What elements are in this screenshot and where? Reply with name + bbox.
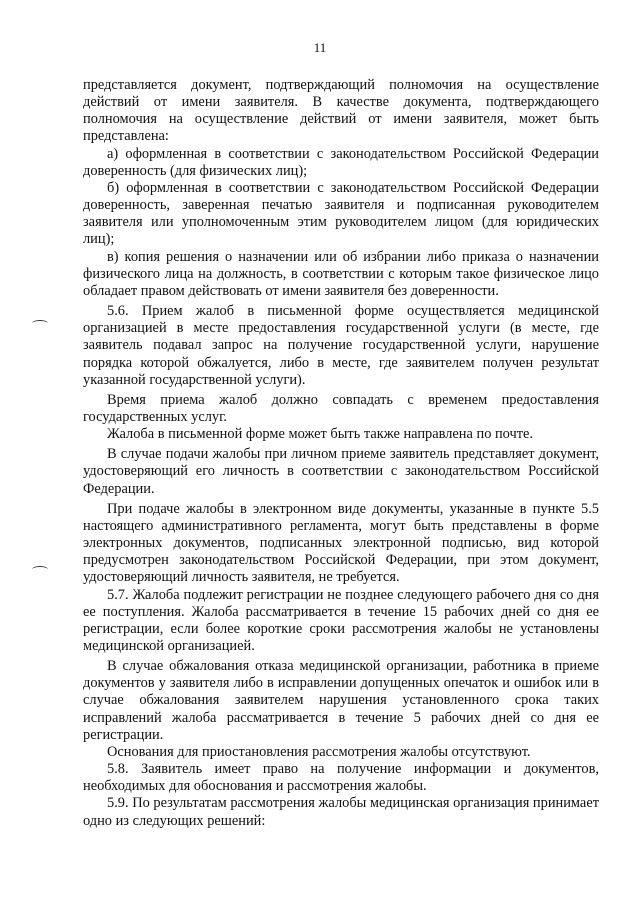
paragraph-5-8: 5.8. Заявитель имеет право на получение информации и документов, необходимых для обоснования и рассмотрения жалобы. xyxy=(83,761,599,795)
margin-mark-top xyxy=(32,320,48,327)
paragraph-item-b: б) оформленная в соответствии с законодательством Российской Федерации доверенность, заверенная печатью заявителя и подписанная руководителем заявителя или уполномоченным этим руководителем лицом (для юридических лиц); xyxy=(83,179,599,248)
paragraph-5-9: 5.9. По результатам рассмотрения жалобы медицинская организация принимает одно из следующих решений: xyxy=(83,795,599,829)
paragraph-no-suspension: Основания для приостановления рассмотрения жалобы отсутствуют. xyxy=(107,743,531,760)
paragraph-reception-time: Время приема жалоб должно совпадать с временем предоставления государственных услуг. xyxy=(83,391,599,425)
paragraph-refusal-appeal: В случае обжалования отказа медицинской организации, работника в приеме документов у заявителя либо в исправлении допущенных опечаток и ошибок или в случае обжалования заявителем нарушения установленного срока таких исправлений жалоба рассматривается в течение 5 рабочих дней со дня ее регистрации. xyxy=(83,658,599,743)
paragraph-item-a: а) оформленная в соответствии с законодательством Российской Федерации доверенность (для физических лиц); xyxy=(83,145,599,179)
page-number: 11 xyxy=(313,40,327,55)
paragraph-authority-document: представляется документ, подтверждающий полномочия на осуществление действий от имени заявителя. В качестве документа, подтверждающего полномочия на осуществление действий от имени заявителя, может быть представлена: xyxy=(83,77,599,145)
paragraph-personal-reception: В случае подачи жалобы при личном приеме заявитель представляет документ, удостоверяющий его личность в соответствии с законодательством Российской Федерации. xyxy=(83,446,599,497)
paragraph-postal-submission: Жалоба в письменной форме может быть также направлена по почте. xyxy=(107,426,534,443)
paragraph-5-6: 5.6. Прием жалоб в письменной форме осуществляется медицинской организацией в месте предоставления государственной услуги (в месте, где заявитель подавал запрос на получение государственной услуги, нарушение порядка которой обжалуется, либо в месте, где заявителем получен результат указанной государственной услуги). xyxy=(83,303,599,388)
document-body xyxy=(83,77,599,830)
margin-mark-bottom xyxy=(32,566,48,573)
paragraph-item-c: в) копия решения о назначении или об избрании либо приказа о назначении физического лица на должность, в соответствии с которым такое физическое лицо обладает правом действовать от имени заявителя без доверенности. xyxy=(83,248,599,299)
paragraph-electronic-submission: При подаче жалобы в электронном виде документы, указанные в пункте 5.5 настоящего административного регламента, могут быть представлены в форме электронных документов, подписанных электронной подписью, вид которой предусмотрен законодательством Российской Федерации, при этом документ, удостоверяющий личность заявителя, не требуется. xyxy=(83,500,599,586)
paragraph-5-7: 5.7. Жалоба подлежит регистрации не позднее следующего рабочего дня со дня ее поступления. Жалоба рассматривается в течение 15 рабочих дней со дня ее регистрации, если более короткие сроки рассмотрения жалобы не установлены медицинской организацией. xyxy=(83,586,599,654)
